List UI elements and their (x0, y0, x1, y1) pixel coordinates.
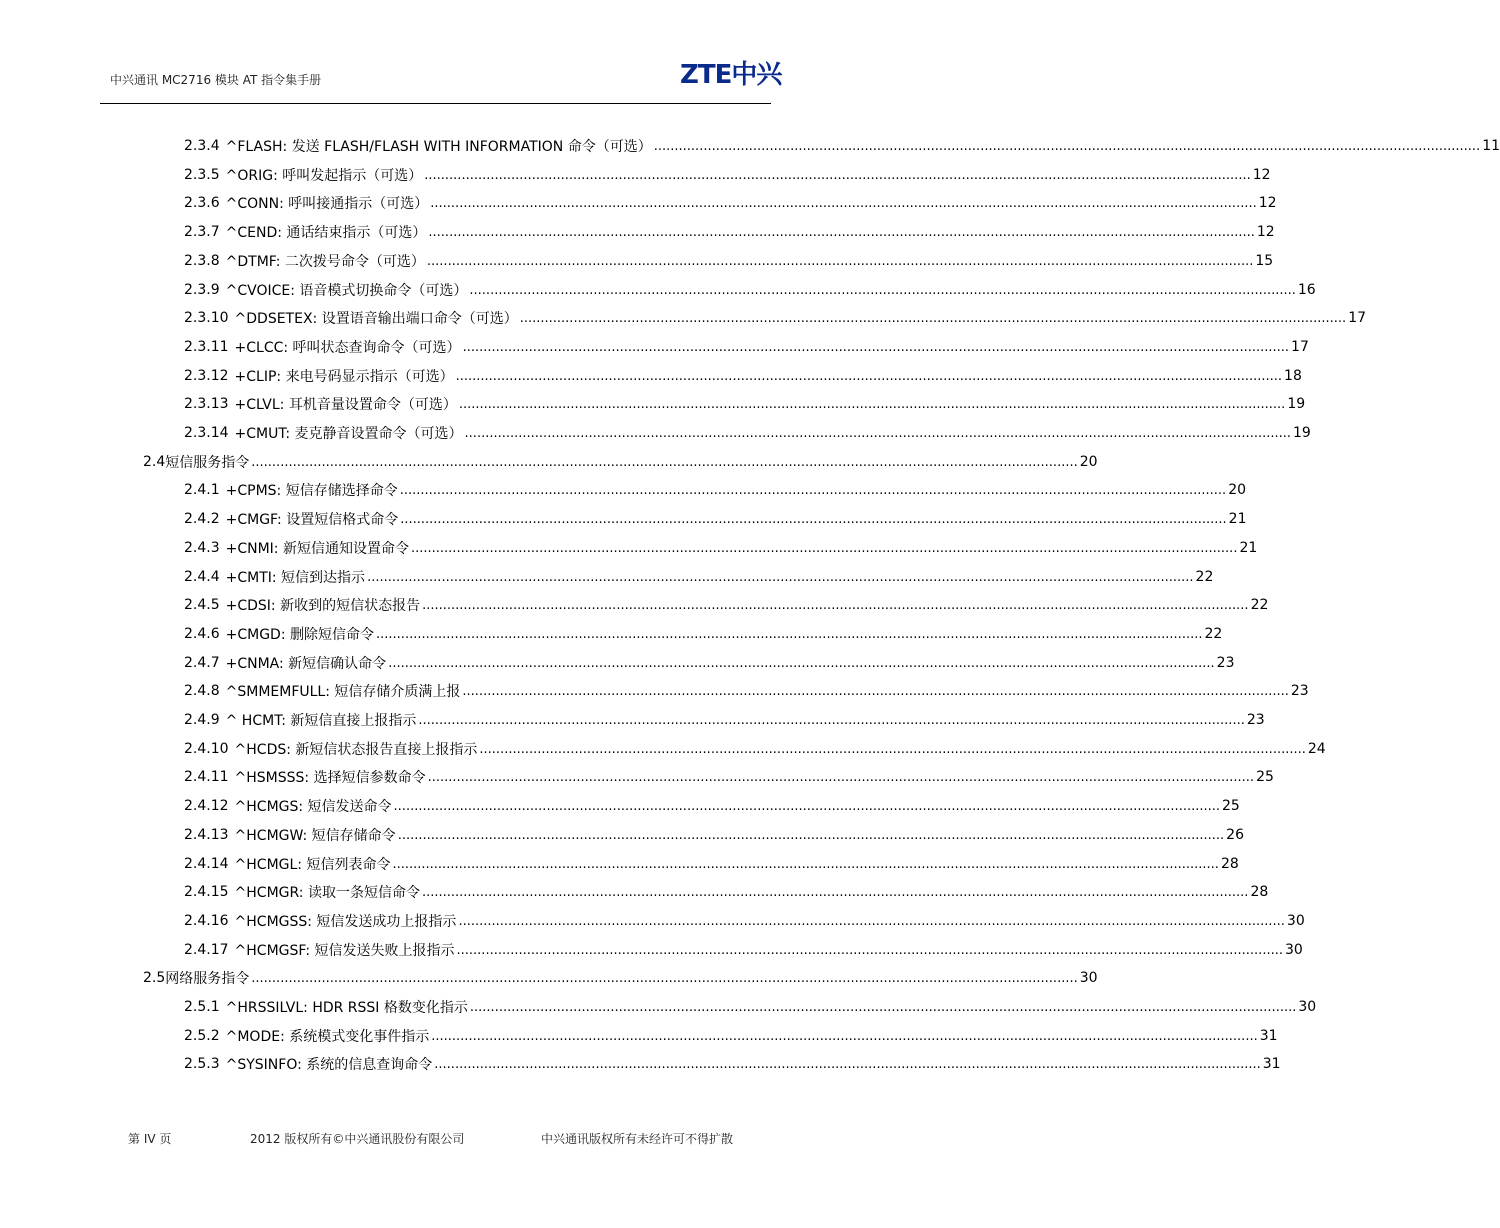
toc-leader-dots: ........................................................................................................................................................................................................ (367, 569, 1194, 585)
toc-leader-dots: ........................................................................................................................................................................................................ (430, 195, 1257, 211)
toc-entry-number: 2.5 (143, 970, 166, 986)
toc-entry-page: 17 (1348, 310, 1367, 326)
toc-entry[interactable] (184, 737, 1326, 761)
toc-entry[interactable] (184, 794, 1240, 818)
toc-entry-number: 2.4.4 (184, 569, 220, 585)
toc-entry-title: +CMGF: 设置短信格式命令 (225, 512, 399, 528)
toc-leader-dots: ........................................................................................................................................................................................................ (434, 1056, 1261, 1072)
toc-entry-number: 2.3.10 (184, 310, 229, 326)
toc-entry-number: 2.4.7 (184, 655, 220, 671)
toc-entry-number: 2.4.1 (184, 482, 220, 498)
toc-entry-number: 2.4.11 (184, 769, 229, 785)
toc-entry-page: 23 (1246, 712, 1265, 728)
toc-entry[interactable] (184, 249, 1274, 273)
toc-leader-dots: ........................................................................................................................................................................................................ (426, 253, 1254, 269)
toc-leader-dots: ........................................................................................................................................................................................................ (397, 827, 1225, 843)
toc-leader-dots: ........................................................................................................................................................................................................ (393, 798, 1221, 814)
toc-entry[interactable] (184, 536, 1258, 560)
toc-leader-dots: ........................................................................................................................................................................................................ (462, 339, 1290, 355)
toc-entry[interactable] (184, 364, 1302, 388)
toc-entry-page: 22 (1250, 597, 1269, 613)
toc-entry-number: 2.4.10 (184, 741, 229, 757)
toc-leader-dots: ........................................................................................................................................................................................................ (455, 368, 1283, 384)
footer-copyright: 2012 版权所有©中兴通讯股份有限公司 (250, 1132, 465, 1146)
toc-entry[interactable] (184, 392, 1306, 416)
toc-entry[interactable] (184, 708, 1265, 732)
toc-entry-number: 2.3.6 (184, 195, 220, 211)
toc-entry[interactable] (184, 593, 1269, 617)
toc-entry-page: 22 (1204, 626, 1223, 642)
toc-leader-dots: ........................................................................................................................................................................................................ (399, 482, 1227, 498)
toc-entry-number: 2.3.8 (184, 253, 220, 269)
toc-leader-dots: ........................................................................................................................................................................................................ (464, 425, 1292, 441)
toc-entry[interactable] (184, 880, 1269, 904)
toc-entry-title: +CNMI: 新短信通知设置命令 (225, 541, 409, 557)
toc-entry-page: 12 (1252, 167, 1271, 183)
toc-entry-title: ^FLASH: 发送 FLASH/FLASH WITH INFORMATION 命令（可选） (225, 139, 652, 155)
toc-entry[interactable] (143, 450, 1098, 474)
toc-entry[interactable] (184, 938, 1303, 962)
toc-entry[interactable] (184, 191, 1277, 215)
toc-entry-title: ^DTMF: 二次拨号命令（可选） (225, 254, 425, 270)
toc-entry-number: 2.4.13 (184, 827, 229, 843)
toc-entry-page: 25 (1256, 769, 1274, 785)
toc-entry-title: ^HCMGSF: 短信发送失败上报指示 (234, 943, 455, 959)
toc-entry-page: 19 (1293, 425, 1311, 441)
toc-leader-dots: ........................................................................................................................................................................................................ (410, 540, 1238, 556)
toc-entry-number: 2.5.3 (184, 1056, 220, 1072)
toc-entry-title: +CMGD: 删除短信命令 (225, 627, 375, 643)
toc-entry-number: 2.4.15 (184, 884, 229, 900)
toc-entry-number: 2.4.2 (184, 511, 220, 527)
toc-entry-number: 2.3.4 (184, 138, 220, 154)
toc-entry-title: +CLVL: 耳机音量设置命令（可选） (234, 397, 457, 413)
toc-entry-page: 30 (1298, 999, 1317, 1015)
toc-entry-title: ^SYSINFO: 系统的信息查询命令 (225, 1057, 433, 1073)
toc-leader-dots: ........................................................................................................................................................................................................ (424, 167, 1251, 183)
toc-leader-dots: ........................................................................................................................................................................................................ (421, 884, 1249, 900)
toc-leader-dots: ........................................................................................................................................................................................................ (458, 913, 1285, 929)
toc-entry[interactable] (184, 909, 1305, 933)
toc-entry[interactable] (184, 220, 1275, 244)
toc-entry-page: 12 (1258, 195, 1277, 211)
toc-entry-page: 24 (1307, 741, 1326, 757)
toc-entry-number: 2.4.14 (184, 856, 229, 872)
toc-entry-number: 2.3.11 (184, 339, 229, 355)
toc-entry[interactable] (184, 1052, 1281, 1076)
toc-entry[interactable] (184, 765, 1274, 789)
toc-entry-page: 25 (1222, 798, 1240, 814)
toc-entry[interactable] (184, 507, 1247, 531)
toc-entry-number: 2.5.1 (184, 999, 220, 1015)
toc-entry-number: 2.3.13 (184, 396, 229, 412)
toc-entry[interactable] (184, 134, 1500, 158)
toc-entry-number: 2.3.14 (184, 425, 229, 441)
toc-leader-dots: ........................................................................................................................................................................................................ (456, 942, 1283, 958)
toc-entry[interactable] (184, 278, 1316, 302)
toc-entry-page: 17 (1291, 339, 1309, 355)
toc-entry[interactable] (184, 1024, 1278, 1048)
toc-leader-dots: ........................................................................................................................................................................................................ (469, 282, 1296, 298)
toc-entry-page: 31 (1262, 1056, 1281, 1072)
toc-entry-page: 11 (1482, 138, 1500, 154)
toc-entry-number: 2.3.7 (184, 224, 220, 240)
toc-leader-dots: ........................................................................................................................................................................................................ (388, 655, 1215, 671)
toc-entry-page: 21 (1239, 540, 1258, 556)
toc-entry-number: 2.3.5 (184, 167, 220, 183)
toc-entry-title: ^CEND: 通话结束指示（可选） (225, 225, 427, 241)
toc-entry-number: 2.3.9 (184, 282, 220, 298)
toc-entry-page: 28 (1250, 884, 1269, 900)
toc-entry-title: ^ORIG: 呼叫发起指示（可选） (225, 168, 423, 184)
toc-entry-title: ^CONN: 呼叫接通指示（可选） (225, 196, 429, 212)
toc-entry-number: 2.4 (143, 454, 166, 470)
toc-entry-page: 19 (1287, 396, 1306, 412)
toc-entry-title: ^HCMGW: 短信存储命令 (234, 828, 396, 844)
toc-entry-title: ^HCDS: 新短信状态报告直接上报指示 (234, 742, 478, 758)
toc-leader-dots: ........................................................................................................................................................................................................ (653, 138, 1481, 154)
toc-entry-page: 23 (1290, 683, 1309, 699)
toc-entry-title: ^HCMGR: 读取一条短信命令 (234, 885, 420, 901)
toc-leader-dots: ........................................................................................................................................................................................................ (469, 999, 1297, 1015)
toc-entry-number: 2.4.3 (184, 540, 220, 556)
footer-page-number: 第 IV 页 (128, 1132, 172, 1146)
toc-entry-title: +CNMA: 新短信确认命令 (225, 656, 387, 672)
toc-entry-page: 16 (1297, 282, 1316, 298)
toc-entry-title: ^ HCMT: 新短信直接上报指示 (225, 713, 417, 729)
toc-entry-page: 21 (1228, 511, 1247, 527)
toc-leader-dots: ........................................................................................................................................................................................................ (427, 769, 1255, 785)
toc-entry-title: ^HCMGS: 短信发送命令 (234, 799, 392, 815)
toc-entry-page: 26 (1226, 827, 1244, 843)
toc-entry-title: ^HRSSILVL: HDR RSSI 格数变化指示 (225, 1000, 468, 1016)
toc-entry-title: +CDSI: 新收到的短信状态报告 (225, 598, 421, 614)
toc-entry-page: 30 (1284, 942, 1303, 958)
toc-leader-dots: ........................................................................................................................................................................................................ (422, 597, 1249, 613)
toc-entry-number: 2.4.16 (184, 913, 229, 929)
toc-entry[interactable] (184, 421, 1311, 445)
toc-leader-dots: ........................................................................................................................................................................................................ (428, 224, 1255, 240)
toc-entry-page: 20 (1228, 482, 1247, 498)
toc-entry-number: 2.4.12 (184, 798, 229, 814)
toc-leader-dots: ........................................................................................................................................................................................................ (251, 454, 1078, 470)
toc-entry-number: 2.4.6 (184, 626, 220, 642)
toc-entry-title: ^CVOICE: 语音模式切换命令（可选） (225, 283, 468, 299)
toc-entry-title: ^HSMSSS: 选择短信参数命令 (234, 770, 426, 786)
toc-leader-dots: ........................................................................................................................................................................................................ (376, 626, 1203, 642)
toc-entry-page: 28 (1220, 856, 1239, 872)
toc-entry-number: 2.3.12 (184, 368, 229, 384)
footer-notice: 中兴通讯版权所有未经许可不得扩散 (541, 1132, 734, 1146)
toc-entry-title: 网络服务指令 (165, 971, 250, 987)
toc-entry[interactable] (184, 823, 1244, 847)
toc-leader-dots: ........................................................................................................................................................................................................ (479, 741, 1306, 757)
toc-entry[interactable] (184, 622, 1223, 646)
document-title: 中兴通讯 MC2716 模块 AT 指令集手册 (110, 73, 322, 87)
toc-entry-page: 20 (1079, 454, 1098, 470)
toc-entry-title: ^SMMEMFULL: 短信存储介质满上报 (225, 684, 461, 700)
toc-leader-dots: ........................................................................................................................................................................................................ (462, 683, 1289, 699)
zte-logo: ZTE中兴 (680, 60, 782, 90)
toc-leader-dots: ........................................................................................................................................................................................................ (431, 1028, 1258, 1044)
toc-entry[interactable] (184, 651, 1235, 675)
toc-entry-page: 23 (1216, 655, 1235, 671)
toc-leader-dots: ........................................................................................................................................................................................................ (251, 970, 1078, 986)
toc-entry[interactable] (184, 679, 1309, 703)
toc-entry[interactable] (184, 995, 1317, 1019)
toc-entry-number: 2.4.17 (184, 942, 229, 958)
toc-entry-page: 18 (1284, 368, 1302, 384)
toc-entry[interactable] (184, 478, 1247, 502)
toc-entry-title: ^HCMGSS: 短信发送成功上报指示 (234, 914, 457, 930)
toc-entry-title: +CLCC: 呼叫状态查询命令（可选） (234, 340, 461, 356)
toc-entry-title: +CLIP: 来电号码显示指示（可选） (234, 369, 454, 385)
toc-leader-dots: ........................................................................................................................................................................................................ (418, 712, 1245, 728)
toc-entry-number: 2.5.2 (184, 1028, 220, 1044)
toc-entry-title: +CMUT: 麦克静音设置命令（可选） (234, 426, 463, 442)
toc-leader-dots: ........................................................................................................................................................................................................ (392, 856, 1219, 872)
toc-entry[interactable] (184, 335, 1309, 359)
toc-entry-title: 短信服务指令 (165, 455, 250, 471)
toc-entry[interactable] (184, 163, 1271, 187)
toc-entry-page: 12 (1256, 224, 1275, 240)
toc-entry-number: 2.4.8 (184, 683, 220, 699)
toc-entry-page: 15 (1255, 253, 1274, 269)
toc-entry[interactable] (184, 306, 1367, 330)
toc-entry-title: +CMTI: 短信到达指示 (225, 570, 366, 586)
header-divider (100, 103, 771, 104)
toc-entry-title: ^DDSETEX: 设置语音输出端口命令（可选） (234, 311, 518, 327)
toc-entry-number: 2.4.9 (184, 712, 220, 728)
toc-entry-page: 22 (1195, 569, 1214, 585)
toc-entry-page: 31 (1259, 1028, 1278, 1044)
toc-entry-number: 2.4.5 (184, 597, 220, 613)
toc-entry-title: ^MODE: 系统模式变化事件指示 (225, 1029, 430, 1045)
toc-leader-dots: ........................................................................................................................................................................................................ (400, 511, 1227, 527)
toc-entry[interactable] (184, 852, 1239, 876)
toc-entry-page: 30 (1079, 970, 1098, 986)
toc-leader-dots: ........................................................................................................................................................................................................ (458, 396, 1286, 412)
toc-entry-title: +CPMS: 短信存储选择命令 (225, 483, 398, 499)
toc-leader-dots: ........................................................................................................................................................................................................ (519, 310, 1347, 326)
toc-entry[interactable] (143, 966, 1098, 990)
toc-entry-title: ^HCMGL: 短信列表命令 (234, 857, 391, 873)
toc-entry[interactable] (184, 565, 1214, 589)
toc-entry-page: 30 (1286, 913, 1305, 929)
